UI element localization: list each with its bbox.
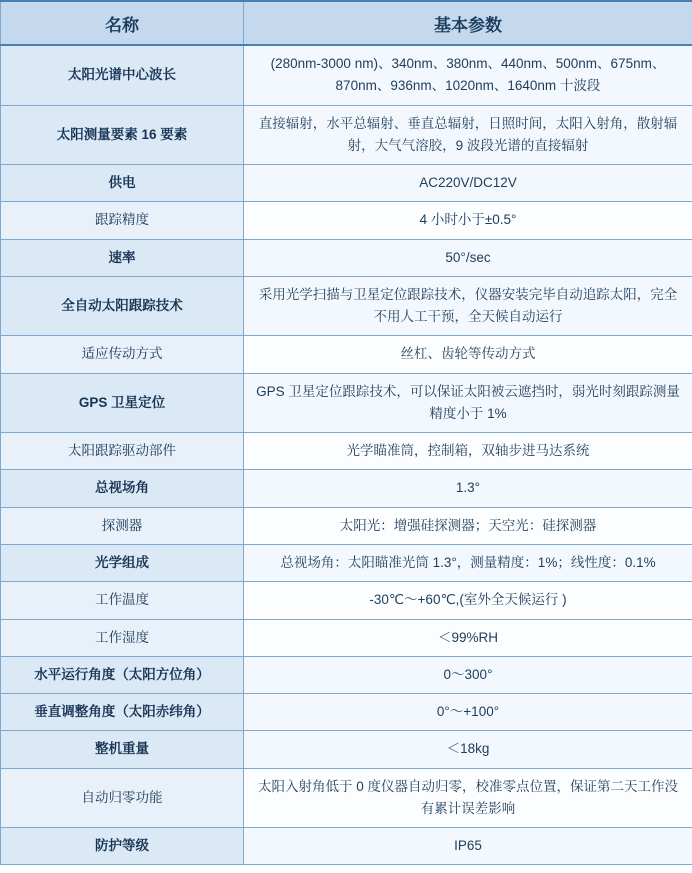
- table-body: [1, 45, 692, 865]
- row-value: 太阳光：增强硅探测器；天空光：硅探测器: [244, 507, 692, 544]
- row-name: 防护等级: [1, 828, 244, 865]
- row-value: ＜18kg: [244, 731, 692, 768]
- row-name: 自动归零功能: [1, 768, 244, 828]
- table-row: [1, 202, 692, 239]
- row-value: 总视场角：太阳瞄准光筒 1.3°，测量精度：1%；线性度：0.1%: [244, 544, 692, 581]
- table-row: [1, 828, 692, 865]
- table-row: [1, 656, 692, 693]
- row-value: ＜99%RH: [244, 619, 692, 656]
- row-name: 水平运行角度（太阳方位角）: [1, 656, 244, 693]
- row-name: GPS 卫星定位: [1, 373, 244, 433]
- row-value: (280nm-3000 nm)、340nm、380nm、440nm、500nm、675nm、870nm、936nm、1020nm、1640nm 十波段: [244, 45, 692, 105]
- row-value: GPS 卫星定位跟踪技术，可以保证太阳被云遮挡时，弱光时刻跟踪测量精度小于 1%: [244, 373, 692, 433]
- table-row: [1, 276, 692, 336]
- row-name: 太阳光谱中心波长: [1, 45, 244, 105]
- table-row: [1, 373, 692, 433]
- table-row: [1, 470, 692, 507]
- row-name: 跟踪精度: [1, 202, 244, 239]
- row-name: 整机重量: [1, 731, 244, 768]
- table-row: [1, 336, 692, 373]
- row-value: 50°/sec: [244, 239, 692, 276]
- table-row: [1, 165, 692, 202]
- table-head: [1, 1, 692, 45]
- row-value: 丝杠、齿轮等传动方式: [244, 336, 692, 373]
- row-value: 太阳入射角低于 0 度仪器自动归零，校准零点位置，保证第二天工作没有累计误差影响: [244, 768, 692, 828]
- row-name: 全自动太阳跟踪技术: [1, 276, 244, 336]
- row-name: 速率: [1, 239, 244, 276]
- row-value: AC220V/DC12V: [244, 165, 692, 202]
- table-row: [1, 105, 692, 165]
- row-value: 1.3°: [244, 470, 692, 507]
- table-row: [1, 694, 692, 731]
- table-row: [1, 582, 692, 619]
- row-value: 采用光学扫描与卫星定位跟踪技术，仪器安装完毕自动追踪太阳，完全不用人工干预，全天候自动运行: [244, 276, 692, 336]
- row-name: 太阳测量要素 16 要素: [1, 105, 244, 165]
- row-name: 工作湿度: [1, 619, 244, 656]
- column-header-parameter: 基本参数: [244, 1, 692, 45]
- table-row: [1, 45, 692, 105]
- table-row: [1, 239, 692, 276]
- row-value: IP65: [244, 828, 692, 865]
- row-name: 工作温度: [1, 582, 244, 619]
- table-row: [1, 619, 692, 656]
- row-name: 太阳跟踪驱动部件: [1, 433, 244, 470]
- row-value: 0～300°: [244, 656, 692, 693]
- row-name: 探测器: [1, 507, 244, 544]
- row-value: 0°～+100°: [244, 694, 692, 731]
- row-value: -30℃～+60℃,(室外全天候运行 ): [244, 582, 692, 619]
- table-row: [1, 731, 692, 768]
- row-value: 直接辐射，水平总辐射、垂直总辐射，日照时间，太阳入射角，散射辐射，大气气溶胶，9 波段光谱的直接辐射: [244, 105, 692, 165]
- table-header-row: [1, 1, 692, 45]
- table-row: [1, 507, 692, 544]
- row-name: 总视场角: [1, 470, 244, 507]
- row-name: 垂直调整角度（太阳赤纬角）: [1, 694, 244, 731]
- column-header-name: 名称: [1, 1, 244, 45]
- row-name: 供电: [1, 165, 244, 202]
- row-name: 适应传动方式: [1, 336, 244, 373]
- table-row: [1, 433, 692, 470]
- table-row: [1, 768, 692, 828]
- table-row: [1, 544, 692, 581]
- row-value: 光学瞄准筒，控制箱，双轴步进马达系统: [244, 433, 692, 470]
- row-value: 4 小时小于±0.5°: [244, 202, 692, 239]
- row-name: 光学组成: [1, 544, 244, 581]
